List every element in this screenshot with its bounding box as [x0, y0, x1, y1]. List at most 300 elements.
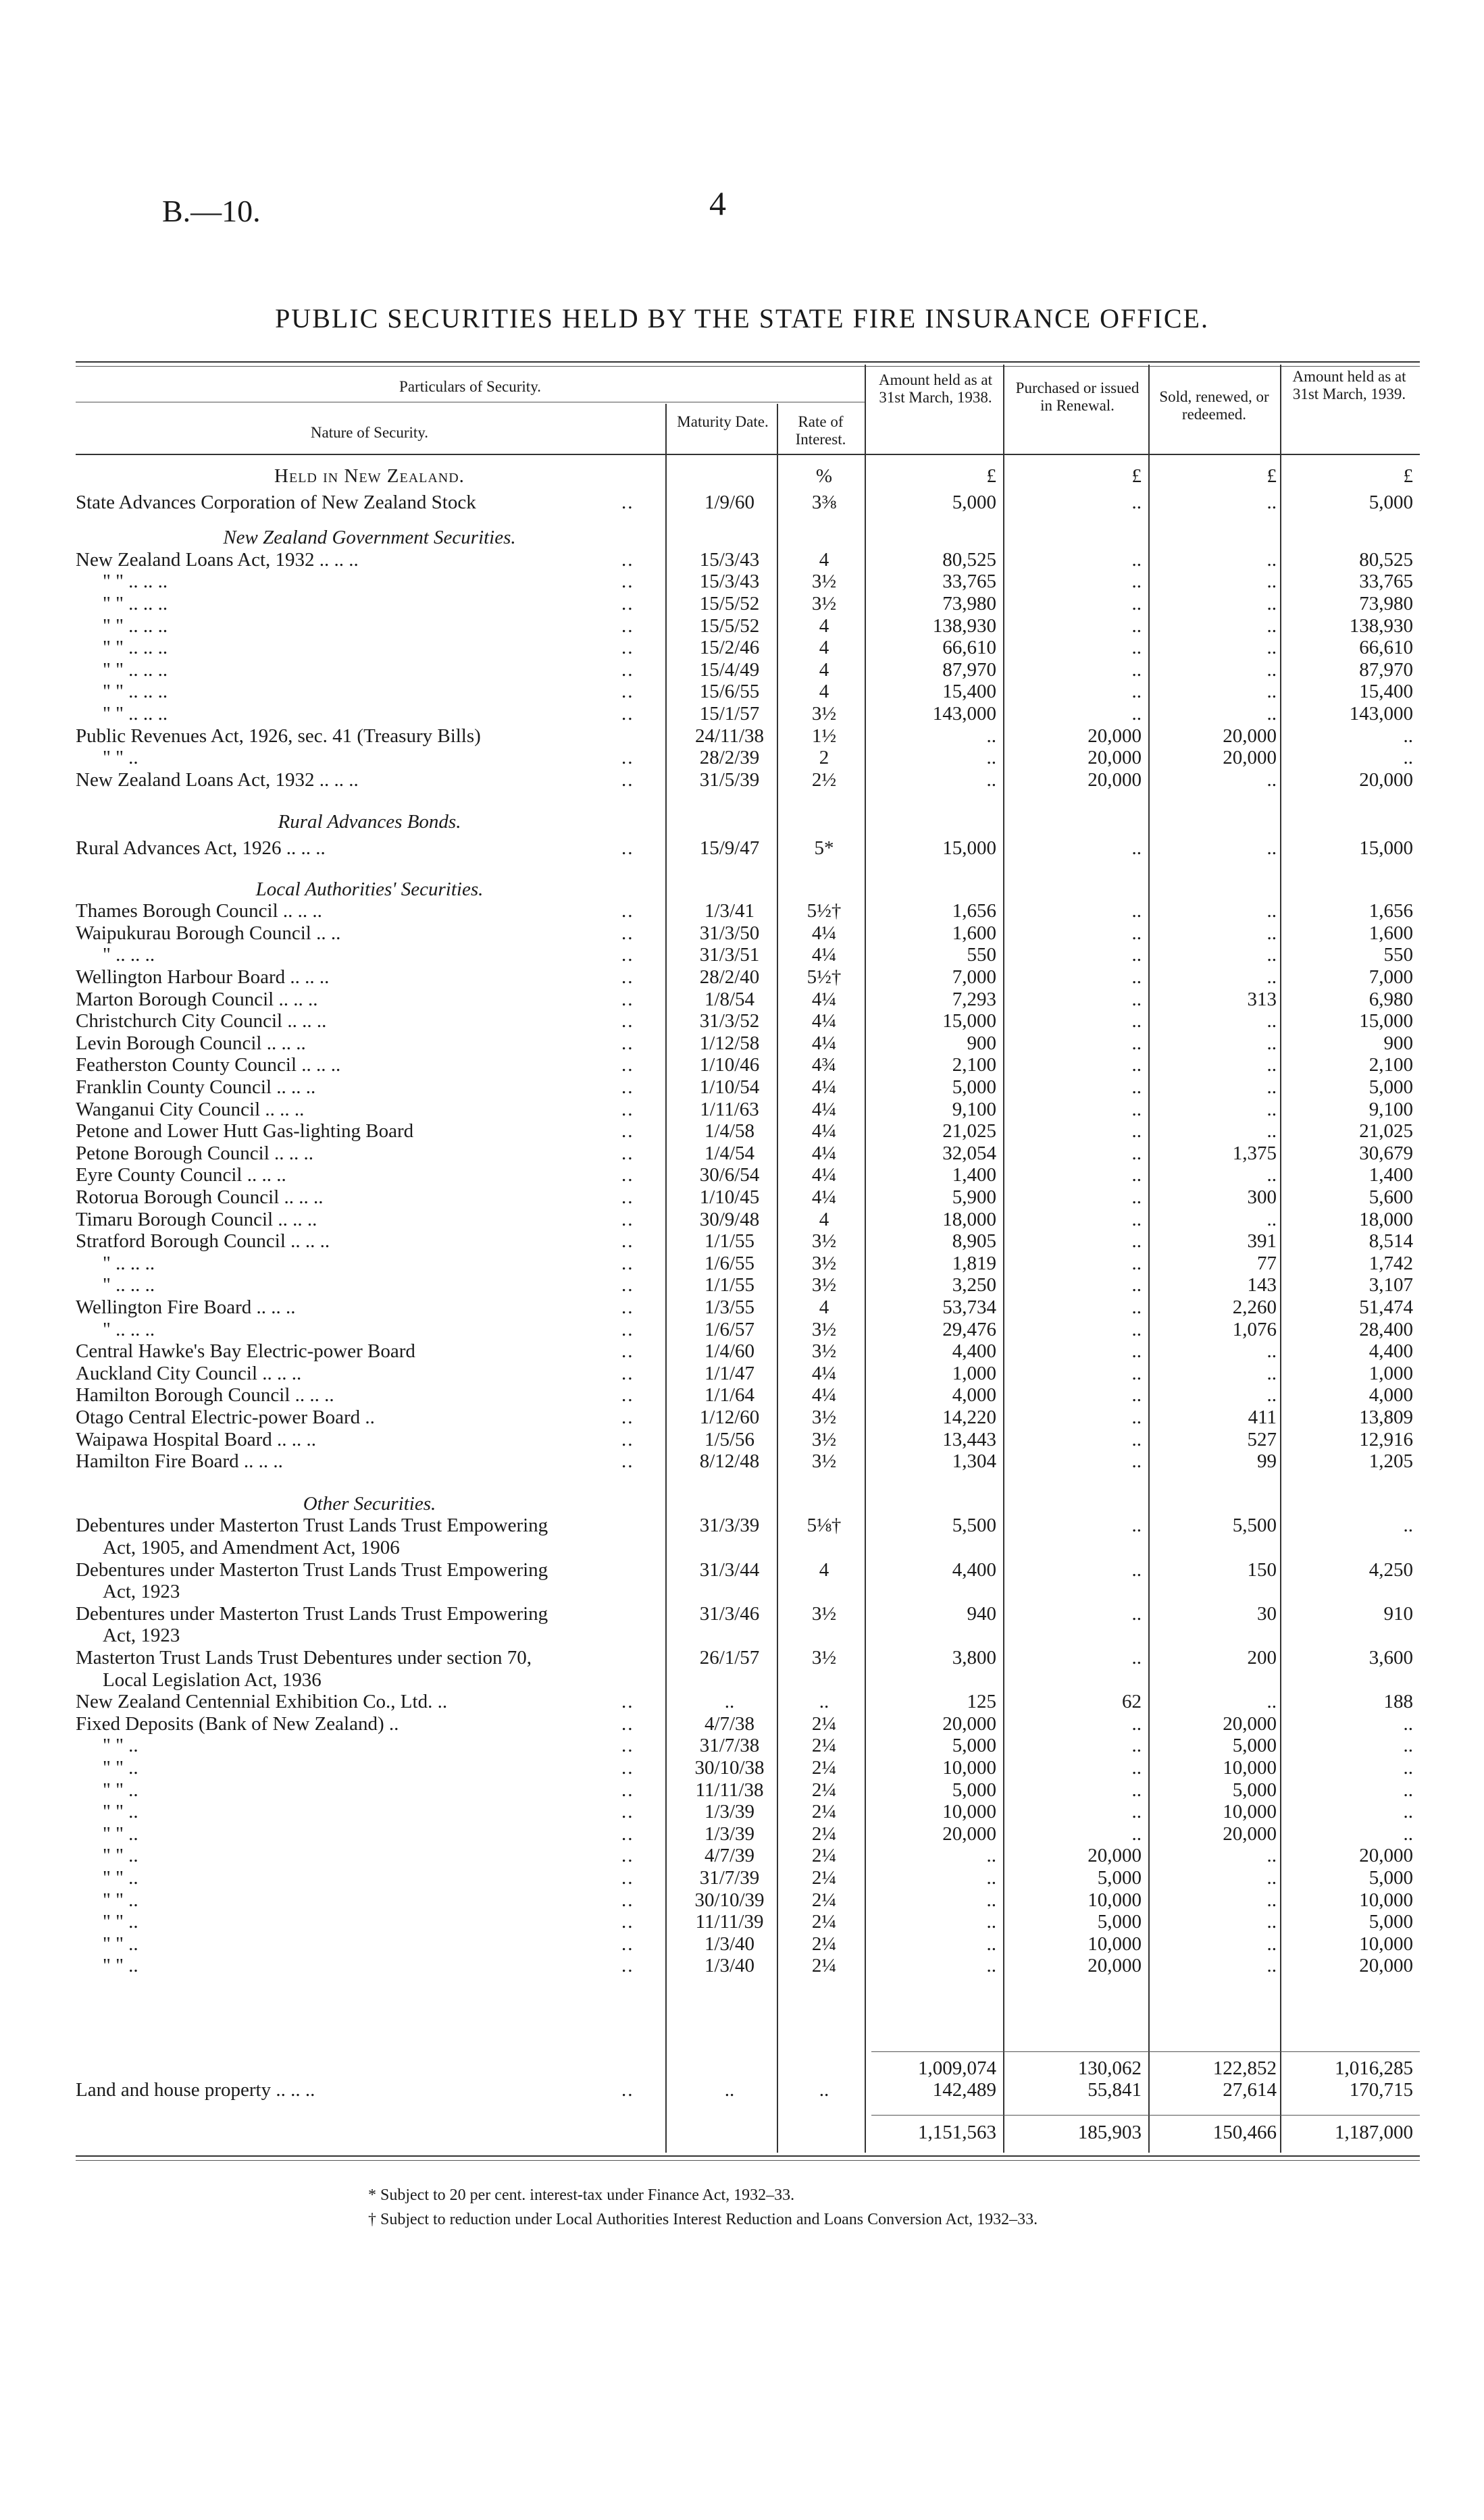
- row-name: Waipawa Hospital Board .. .. ..: [76, 1428, 317, 1450]
- row-amount-1938: ..: [986, 725, 996, 747]
- row-amount-1939: 12,916: [1359, 1428, 1413, 1450]
- row-purchased: ..: [1131, 1407, 1142, 1428]
- row-rate: 4¼: [811, 1076, 837, 1098]
- row-rate: 3½: [811, 1450, 837, 1473]
- row-sold: ..: [1266, 593, 1277, 614]
- row-maturity: 1/3/41: [704, 900, 755, 922]
- row-amount-1939: 8,514: [1368, 1230, 1413, 1253]
- row-amount-1938: 7,293: [952, 988, 996, 1010]
- table-row: [0, 1714, 1484, 1734]
- table-row: [0, 1735, 1484, 1756]
- row-sold: 77: [1257, 1252, 1277, 1274]
- row-dots: ..: [621, 1032, 634, 1054]
- row-amount-1939: 30,679: [1359, 1142, 1413, 1164]
- row-name: " " .. .. ..: [103, 637, 168, 659]
- row-name: Act, 1905, and Amendment Act, 1906: [103, 1537, 400, 1558]
- row-amount-1938: ..: [986, 1933, 996, 1955]
- row-amount-1939: ..: [1403, 1779, 1413, 1801]
- row-name: " " .. .. ..: [103, 593, 168, 614]
- row-rate: %: [815, 465, 833, 487]
- table-row: [0, 770, 1484, 790]
- row-maturity: 31/3/44: [699, 1558, 760, 1581]
- row-amount-1939: 21,025: [1359, 1120, 1413, 1143]
- table-row: [0, 1187, 1484, 1207]
- row-purchased: 20,000: [1088, 725, 1142, 747]
- row-dots: ..: [621, 1889, 634, 1911]
- row-sold: ..: [1266, 1010, 1277, 1032]
- table-row: [0, 1319, 1484, 1340]
- row-maturity: 30/6/54: [699, 1164, 760, 1186]
- table-row: [0, 1209, 1484, 1230]
- row-amount-1939: 10,000: [1359, 1933, 1413, 1955]
- table-row: [0, 1802, 1484, 1822]
- table-row: [0, 1407, 1484, 1427]
- row-sold: 20,000: [1223, 747, 1277, 769]
- row-amount-1938: 1,656: [952, 900, 996, 922]
- row-purchased: 62: [1122, 1691, 1142, 1713]
- row-maturity: 1/12/60: [699, 1407, 760, 1428]
- row-amount-1938: 32,054: [942, 1142, 996, 1164]
- header-rate: Rate of Interest.: [795, 413, 846, 448]
- table-row: [0, 466, 1484, 486]
- row-rate: 4: [819, 1208, 829, 1230]
- row-amount-1939: 5,000: [1368, 1911, 1413, 1933]
- row-purchased: ..: [1131, 1164, 1142, 1186]
- table-row: [0, 1363, 1484, 1384]
- row-rate: 2¼: [811, 1801, 837, 1823]
- row-rate: 4¼: [811, 1164, 837, 1186]
- total-purchased: 185,903: [1077, 2122, 1142, 2143]
- row-amount-1938: 9,100: [952, 1098, 996, 1120]
- row-rate: 3½: [811, 1274, 837, 1296]
- table-row: [0, 550, 1484, 570]
- row-dots: ..: [621, 1010, 634, 1032]
- table-row: [0, 681, 1484, 702]
- row-amount-1938: 33,765: [942, 571, 996, 593]
- row-sold: ..: [1266, 1845, 1277, 1867]
- row-dots: ..: [621, 1955, 634, 1977]
- row-purchased: ..: [1131, 1384, 1142, 1407]
- table-bottom-rule-inner: [76, 2160, 1420, 2161]
- row-purchased: ..: [1131, 900, 1142, 922]
- row-maturity: 31/3/52: [699, 1010, 760, 1032]
- row-purchased: ..: [1131, 1712, 1142, 1735]
- row-name: New Zealand Loans Act, 1932 .. .. ..: [76, 768, 359, 791]
- row-dots: ..: [621, 548, 634, 571]
- row-amount-1939: 2,100: [1368, 1054, 1413, 1076]
- row-dots: ..: [621, 837, 634, 859]
- table-row: [0, 1691, 1484, 1712]
- row-maturity: 1/1/55: [704, 1274, 755, 1296]
- row-amount-1939: 5,600: [1368, 1186, 1413, 1208]
- row-dots: ..: [621, 1230, 634, 1253]
- row-sold: 5,500: [1232, 1515, 1277, 1537]
- row-purchased: ..: [1131, 548, 1142, 571]
- table-row: [0, 1758, 1484, 1778]
- row-dots: ..: [621, 491, 634, 513]
- table-row: [0, 1099, 1484, 1120]
- table-row: [0, 594, 1484, 614]
- row-dots: ..: [621, 1362, 634, 1384]
- table-row: [0, 1560, 1484, 1580]
- row-maturity: 26/1/57: [699, 1647, 760, 1669]
- row-amount-1939: 6,980: [1368, 988, 1413, 1010]
- row-name: " " ..: [103, 1889, 138, 1911]
- table-row: [0, 1934, 1484, 1954]
- row-dots: ..: [621, 658, 634, 681]
- row-dots: ..: [621, 1867, 634, 1889]
- row-amount-1938: 14,220: [942, 1407, 996, 1428]
- table-row: [0, 989, 1484, 1009]
- row-dots: ..: [621, 1318, 634, 1340]
- row-name: Act, 1923: [103, 1625, 180, 1647]
- row-purchased: 20,000: [1088, 1845, 1142, 1867]
- row-amount-1938: ..: [986, 768, 996, 791]
- row-maturity: 31/5/39: [699, 768, 760, 791]
- row-name: " " .. .. ..: [103, 658, 168, 681]
- row-name: State Advances Corporation of New Zealand Stock: [76, 491, 476, 513]
- row-dots: ..: [621, 1712, 634, 1735]
- row-sold: ..: [1266, 1362, 1277, 1384]
- row-purchased: ..: [1131, 1098, 1142, 1120]
- row-purchased: ..: [1131, 1450, 1142, 1473]
- row-maturity: 1/1/55: [704, 1230, 755, 1253]
- header-sold: Sold, renewed, or redeemed.: [1159, 388, 1269, 423]
- row-maturity: 31/7/39: [699, 1867, 760, 1889]
- total-amount-1939: 1,187,000: [1335, 2122, 1413, 2143]
- header-maturity: Maturity Date.: [677, 413, 769, 430]
- table-row: [0, 1451, 1484, 1471]
- row-rate: 3½: [811, 593, 837, 614]
- row-sold: 1,375: [1232, 1142, 1277, 1164]
- row-amount-1939: 550: [1383, 944, 1413, 966]
- table-row: [0, 1121, 1484, 1141]
- row-sold: 20,000: [1223, 725, 1277, 747]
- row-amount-1939: 900: [1383, 1032, 1413, 1054]
- row-name: Waipukurau Borough Council .. ..: [76, 922, 341, 944]
- row-maturity: 15/2/46: [699, 637, 760, 659]
- table-row: [0, 1055, 1484, 1075]
- row-purchased: ..: [1131, 1076, 1142, 1098]
- table-row: [0, 901, 1484, 921]
- table-row: [0, 747, 1484, 768]
- row-name: " " ..: [103, 1867, 138, 1889]
- row-purchased: ..: [1131, 988, 1142, 1010]
- row-dots: ..: [621, 637, 634, 659]
- row-dots: ..: [621, 1076, 634, 1098]
- row-sold: ..: [1266, 837, 1277, 859]
- row-amount-1939: 33,765: [1359, 571, 1413, 593]
- row-amount-1938: ..: [986, 747, 996, 769]
- row-amount-1939: 138,930: [1349, 614, 1413, 637]
- table-row: [0, 1275, 1484, 1295]
- table-row: [0, 1515, 1484, 1535]
- row-sold: ..: [1266, 966, 1277, 988]
- table-row: [0, 637, 1484, 658]
- row-sold: 1,076: [1232, 1318, 1277, 1340]
- row-amount-1939: 5,000: [1368, 1867, 1413, 1889]
- row-dots: ..: [621, 747, 634, 769]
- row-dots: ..: [621, 571, 634, 593]
- row-maturity: 4/7/38: [704, 1712, 755, 1735]
- table-bottom-rule: [76, 2155, 1420, 2157]
- row-purchased: ..: [1131, 1822, 1142, 1845]
- row-purchased: ..: [1131, 1602, 1142, 1625]
- row-maturity: 1/3/40: [704, 1955, 755, 1977]
- row-sold: 20,000: [1223, 1712, 1277, 1735]
- row-maturity: 15/6/55: [699, 681, 760, 703]
- row-sold: ..: [1266, 944, 1277, 966]
- table-row: [0, 1253, 1484, 1274]
- row-rate: 3½: [811, 1428, 837, 1450]
- row-purchased: 20,000: [1088, 747, 1142, 769]
- row-dots: ..: [621, 1384, 634, 1407]
- row-purchased: 20,000: [1088, 768, 1142, 791]
- row-dots: ..: [621, 681, 634, 703]
- row-purchased: ..: [1131, 1230, 1142, 1253]
- table-row: [0, 1077, 1484, 1097]
- row-sold: ..: [1266, 1340, 1277, 1363]
- row-maturity: 15/4/49: [699, 658, 760, 681]
- row-purchased: ..: [1131, 593, 1142, 614]
- row-purchased: ..: [1131, 1252, 1142, 1274]
- row-name: " " ..: [103, 1735, 138, 1757]
- row-dots: ..: [621, 900, 634, 922]
- row-sold: 527: [1247, 1428, 1277, 1450]
- row-name: Marton Borough Council .. .. ..: [76, 988, 318, 1010]
- page-number: 4: [709, 184, 726, 222]
- row-rate: 2¼: [811, 1845, 837, 1867]
- row-name: Other Securities.: [303, 1492, 436, 1515]
- row-amount-1939: ..: [1403, 1735, 1413, 1757]
- row-rate: 4: [819, 548, 829, 571]
- header-particulars: Particulars of Security.: [399, 378, 541, 395]
- table-row: [0, 1868, 1484, 1888]
- row-maturity: 1/10/45: [699, 1186, 760, 1208]
- row-name: " " ..: [103, 1955, 138, 1977]
- row-dots: ..: [621, 1450, 634, 1473]
- land-maturity: ..: [724, 2079, 735, 2101]
- row-sold: ..: [1266, 614, 1277, 637]
- row-rate: 2¼: [811, 1779, 837, 1801]
- row-rate: 4¾: [811, 1054, 837, 1076]
- row-dots: ..: [621, 944, 634, 966]
- row-purchased: ..: [1131, 637, 1142, 659]
- table-row: [0, 616, 1484, 636]
- row-dots: ..: [621, 1208, 634, 1230]
- row-name: " " .. .. ..: [103, 681, 168, 703]
- row-maturity: 31/3/39: [699, 1515, 760, 1537]
- row-sold: ..: [1266, 1076, 1277, 1098]
- table-row: [0, 1780, 1484, 1800]
- table-row: [0, 1165, 1484, 1185]
- row-maturity: 30/10/38: [694, 1757, 765, 1779]
- row-maturity: 11/11/39: [695, 1911, 764, 1933]
- row-rate: 2¼: [811, 1889, 837, 1911]
- row-sold: 20,000: [1223, 1822, 1277, 1845]
- row-maturity: 30/9/48: [699, 1208, 760, 1230]
- row-rate: 5½†: [807, 966, 842, 988]
- row-amount-1939: ..: [1403, 1757, 1413, 1779]
- row-amount-1939: 1,600: [1368, 922, 1413, 944]
- row-amount-1939: 20,000: [1359, 768, 1413, 791]
- row-rate: 2¼: [811, 1822, 837, 1845]
- row-name: " " .. .. ..: [103, 571, 168, 593]
- row-rate: 4: [819, 1296, 829, 1318]
- row-rate: 3½: [811, 1602, 837, 1625]
- row-amount-1939: 4,400: [1368, 1340, 1413, 1363]
- row-rate: 4¼: [811, 1142, 837, 1164]
- row-amount-1939: 3,600: [1368, 1647, 1413, 1669]
- row-amount-1938: 1,600: [952, 922, 996, 944]
- row-amount-1938: 13,443: [942, 1428, 996, 1450]
- row-rate: 2: [819, 747, 829, 769]
- row-sold: ..: [1266, 548, 1277, 571]
- table-top-rule: [76, 361, 1420, 363]
- table-row: [0, 726, 1484, 746]
- row-dots: ..: [621, 1274, 634, 1296]
- row-dots: ..: [621, 1142, 634, 1164]
- row-purchased: ..: [1131, 703, 1142, 725]
- row-purchased: ..: [1131, 1318, 1142, 1340]
- table-row: [0, 571, 1484, 592]
- row-sold: ..: [1266, 1164, 1277, 1186]
- row-maturity: 1/10/46: [699, 1054, 760, 1076]
- row-sold: 391: [1247, 1230, 1277, 1253]
- row-dots: ..: [621, 1801, 634, 1823]
- row-dots: ..: [621, 1120, 634, 1143]
- row-name: New Zealand Centennial Exhibition Co., Ltd. ..: [76, 1691, 448, 1713]
- row-amount-1939: 15,400: [1359, 681, 1413, 703]
- total-row: [0, 2122, 1484, 2143]
- row-purchased: ..: [1131, 1186, 1142, 1208]
- row-maturity: 1/9/60: [704, 491, 755, 513]
- row-maturity: 1/3/55: [704, 1296, 755, 1318]
- row-amount-1938: 5,900: [952, 1186, 996, 1208]
- row-purchased: ..: [1131, 966, 1142, 988]
- row-rate: 3⅜: [811, 491, 837, 513]
- row-amount-1938: 5,000: [952, 1779, 996, 1801]
- row-rate: 2¼: [811, 1911, 837, 1933]
- row-rate: 4¼: [811, 1098, 837, 1120]
- table-row: [0, 1429, 1484, 1450]
- row-amount-1939: 10,000: [1359, 1889, 1413, 1911]
- row-amount-1938: 15,000: [942, 1010, 996, 1032]
- row-amount-1938: ..: [986, 1955, 996, 1977]
- table-row: [0, 1011, 1484, 1031]
- row-sold: ..: [1266, 491, 1277, 513]
- row-amount-1939: 1,656: [1368, 900, 1413, 922]
- row-rate: 5⅛†: [807, 1515, 842, 1537]
- row-sold: ..: [1266, 637, 1277, 659]
- table-row: [0, 1912, 1484, 1932]
- row-purchased: ..: [1131, 1340, 1142, 1363]
- row-rate: 2¼: [811, 1712, 837, 1735]
- row-dots: ..: [621, 1054, 634, 1076]
- row-amount-1939: 9,100: [1368, 1098, 1413, 1120]
- row-rate: 4: [819, 681, 829, 703]
- row-maturity: 1/10/54: [699, 1076, 760, 1098]
- table-row: [0, 1648, 1484, 1668]
- row-maturity: 1/12/58: [699, 1032, 760, 1054]
- row-amount-1939: 15,000: [1359, 837, 1413, 859]
- row-amount-1938: 3,250: [952, 1274, 996, 1296]
- row-sold: ..: [1266, 1098, 1277, 1120]
- row-rate: 4¼: [811, 1010, 837, 1032]
- row-maturity: 11/11/38: [695, 1779, 764, 1801]
- row-purchased: ..: [1131, 1428, 1142, 1450]
- row-rate: 4¼: [811, 1120, 837, 1143]
- page-title: PUBLIC SECURITIES HELD BY THE STATE FIRE INSURANCE OFFICE.: [275, 303, 1209, 334]
- table-row: [0, 1341, 1484, 1361]
- table-row: [0, 923, 1484, 943]
- row-amount-1938: 4,000: [952, 1384, 996, 1407]
- row-amount-1938: 5,000: [952, 491, 996, 513]
- row-maturity: 28/2/40: [699, 966, 760, 988]
- subtotal-sold: 122,852: [1212, 2057, 1277, 2079]
- header-amount-1938: Amount held as at 31st March, 1938.: [879, 371, 992, 406]
- row-amount-1938: 1,400: [952, 1164, 996, 1186]
- row-amount-1938: ..: [986, 1845, 996, 1867]
- row-amount-1938: 940: [967, 1602, 996, 1625]
- row-name: Debentures under Masterton Trust Lands Trust Empowering: [76, 1515, 548, 1537]
- row-amount-1938: 87,970: [942, 658, 996, 681]
- row-sold: ..: [1266, 1889, 1277, 1911]
- row-amount-1938: ..: [986, 1867, 996, 1889]
- row-amount-1939: 28,400: [1359, 1318, 1413, 1340]
- header-nature: Nature of Security.: [310, 424, 429, 441]
- row-amount-1938: 4,400: [952, 1340, 996, 1363]
- row-name: Otago Central Electric-power Board ..: [76, 1407, 375, 1428]
- row-sold: ..: [1266, 571, 1277, 593]
- row-maturity: 15/9/47: [699, 837, 760, 859]
- row-amount-1938: 143,000: [932, 703, 996, 725]
- row-amount-1938: 3,800: [952, 1647, 996, 1669]
- row-amount-1938: 80,525: [942, 548, 996, 571]
- table-row: [0, 1625, 1484, 1646]
- row-amount-1939: ..: [1403, 725, 1413, 747]
- row-name: New Zealand Government Securities.: [223, 527, 516, 549]
- row-purchased: ..: [1131, 1515, 1142, 1537]
- row-amount-1939: 4,000: [1368, 1384, 1413, 1407]
- row-name: Christchurch City Council .. .. ..: [76, 1010, 327, 1032]
- row-rate: 2¼: [811, 1955, 837, 1977]
- row-name: Rural Advances Act, 1926 .. .. ..: [76, 837, 326, 859]
- subtotal-amount-1939: 1,016,285: [1335, 2057, 1413, 2079]
- table-row: [0, 812, 1484, 832]
- row-rate: 4: [819, 1558, 829, 1581]
- row-rate: 4: [819, 614, 829, 637]
- footnote-asterisk: * Subject to 20 per cent. interest-tax under Finance Act, 1932–33.: [368, 2186, 795, 2204]
- row-maturity: 1/8/54: [704, 988, 755, 1010]
- row-purchased: ..: [1131, 571, 1142, 593]
- row-rate: 1½: [811, 725, 837, 747]
- row-maturity: 8/12/48: [699, 1450, 760, 1473]
- row-purchased: ..: [1131, 1054, 1142, 1076]
- row-purchased: 10,000: [1088, 1889, 1142, 1911]
- row-dots: ..: [621, 1407, 634, 1428]
- row-sold: ..: [1266, 1208, 1277, 1230]
- row-maturity: 1/5/56: [704, 1428, 755, 1450]
- row-name: Petone Borough Council .. .. ..: [76, 1142, 314, 1164]
- row-dots: ..: [621, 1252, 634, 1274]
- row-name: " " ..: [103, 1757, 138, 1779]
- row-dots: ..: [621, 988, 634, 1010]
- row-maturity: 1/3/39: [704, 1801, 755, 1823]
- row-sold: £: [1266, 465, 1277, 487]
- row-purchased: ..: [1131, 1558, 1142, 1581]
- row-name: " .. .. ..: [103, 1318, 155, 1340]
